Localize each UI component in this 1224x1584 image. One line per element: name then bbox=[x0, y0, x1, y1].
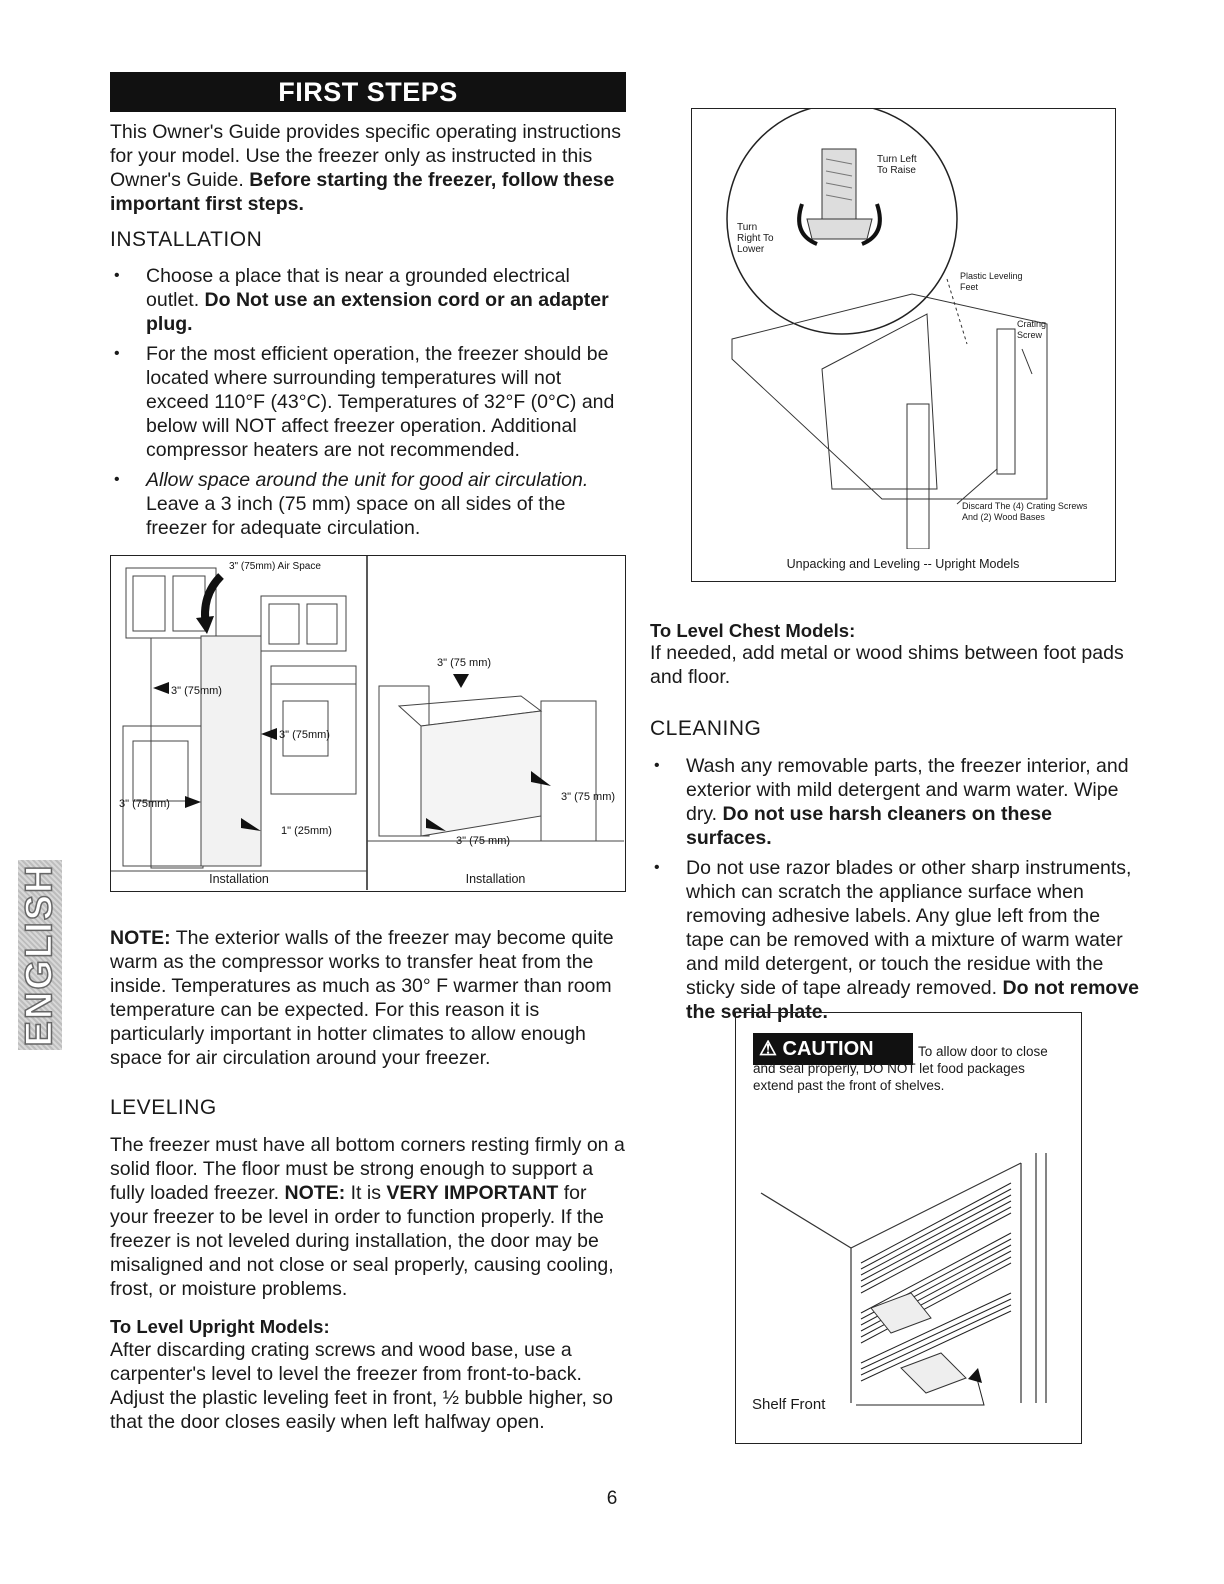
note-paragraph bbox=[110, 926, 626, 1070]
shelf-front-label: Shelf Front bbox=[752, 1396, 826, 1413]
label-side-left: 3" (75mm) bbox=[171, 685, 222, 697]
caution-box bbox=[735, 1012, 1082, 1444]
label-side-far-left: 3" (75mm) bbox=[119, 798, 170, 810]
list-item bbox=[110, 468, 626, 540]
list-item bbox=[110, 342, 626, 462]
warning-icon: ⚠ bbox=[759, 1038, 777, 1060]
list-item-text: For the most efficient operation, the freezer should be located where surrounding temperatures will not exceed 110°F (43°C). Temperatures of 32°F (0°C) and below will NOT affect freezer operation. Additional compressor heaters are not recommended. bbox=[146, 343, 615, 461]
list-item bbox=[110, 264, 626, 336]
upright-paragraph: After discarding crating screws and wood base, use a carpenter's level to level the freezer from front-to-back. Adjust the plastic leveling feet in front, ½ bubble higher, so that the door closes easily when left halfway open. bbox=[110, 1339, 613, 1433]
list-item bbox=[650, 856, 1140, 1024]
caution-text: To allow door to close and seal properly, DO NOT let food packages extend past the front of shelves. bbox=[753, 1044, 1048, 1093]
list-item-bold: Do not remove the serial plate. bbox=[686, 977, 1140, 1023]
intro-paragraph bbox=[110, 120, 626, 216]
label-air-space: 3" (75mm) Air Space bbox=[229, 561, 321, 572]
installation-list bbox=[110, 264, 626, 546]
cleaning-list bbox=[650, 754, 1140, 1030]
chest-paragraph: If needed, add metal or wood shims between foot pads and floor. bbox=[650, 642, 1124, 688]
very-important: VERY IMPORTANT bbox=[386, 1182, 559, 1204]
list-item-text: Leave a 3 inch (75 mm) space on all sides of the freezer for adequate circulation. bbox=[146, 493, 566, 539]
language-tab-label: ENGLISH bbox=[18, 863, 61, 1047]
upright-heading: To Level Upright Models: bbox=[110, 1316, 330, 1337]
installation-illustration bbox=[111, 556, 624, 890]
list-item-bold: Do not use harsh cleaners on these surfaces. bbox=[686, 803, 1052, 849]
leveling-text: for your freezer to be level in order to function properly. If the freezer is not leveled during installation, the door may be misaligned and not close or seal properly, causing cooling, frost, or moisture problems. bbox=[110, 1182, 614, 1300]
note-text: The exterior walls of the freezer may become quite warm as the compressor works to transfer heat from the inside. Temperatures as much as 30° F warmer than room temperature can be expected. For this reason it is particularly important in hotter climates to allow enough space for air circulation around your freezer. bbox=[110, 927, 614, 1069]
chest-heading: To Level Chest Models: bbox=[650, 620, 856, 641]
intro-bold: Before starting the freezer, follow these important first steps. bbox=[110, 169, 615, 215]
unpacking-caption: Unpacking and Leveling -- Upright Models bbox=[786, 557, 1020, 571]
label-chest-bottom: 3" (75 mm) bbox=[456, 835, 511, 847]
label-bottom: 1" (25mm) bbox=[281, 825, 332, 837]
right-caption: Installation bbox=[465, 872, 526, 886]
plastic-feet-label: Plastic Leveling Feet bbox=[960, 271, 1023, 292]
list-item-text: Choose a place that is near a grounded electrical outlet. bbox=[146, 265, 570, 311]
unpacking-figure bbox=[691, 108, 1116, 582]
label-chest-top: 3" (75 mm) bbox=[437, 657, 492, 669]
list-item-text: Do not use razor blades or other sharp instruments, which can scratch the appliance surface when removing adhesive labels. Any glue left from the tape can be removed with a mixture of warm water and mild detergent, or touch the residue with the sticky side of tape already removed. bbox=[686, 857, 1132, 999]
discard-label: Discard The (4) Crating Screws And (2) Wood Bases bbox=[962, 501, 1088, 522]
language-tab bbox=[18, 860, 62, 1050]
leveling-text: It is bbox=[345, 1182, 387, 1204]
leveling-note-label: NOTE: bbox=[284, 1182, 346, 1204]
crating-screw-label: Crating Screw bbox=[1017, 319, 1047, 340]
label-side-right: 3" (75mm) bbox=[279, 729, 330, 741]
note-label: NOTE: bbox=[110, 927, 171, 949]
intro-text: This Owner's Guide provides specific operating instructions for your model. Use the freezer only as instructed in this Owner's Guide. bbox=[110, 121, 621, 191]
cleaning-heading: CLEANING bbox=[650, 717, 762, 740]
shelf-illustration bbox=[736, 1143, 1080, 1423]
installation-heading: INSTALLATION bbox=[110, 228, 263, 251]
list-item bbox=[650, 754, 1140, 850]
turn-left-label: Turn Left To Raise bbox=[877, 154, 917, 176]
list-item-italic: Allow space around the unit for good air circulation. bbox=[146, 469, 589, 491]
leveling-heading: LEVELING bbox=[110, 1096, 217, 1119]
leveling-text: The freezer must have all bottom corners resting firmly on a solid floor. The floor must be strong enough to support a fully loaded freezer. bbox=[110, 1134, 625, 1204]
label-chest-right: 3" (75 mm) bbox=[561, 791, 616, 803]
caution-badge-label: CAUTION bbox=[782, 1038, 874, 1060]
leveling-paragraph bbox=[110, 1133, 626, 1301]
section-banner: FIRST STEPS bbox=[110, 72, 626, 112]
list-item-bold: Do Not use an extension cord or an adapter plug. bbox=[146, 289, 609, 335]
left-caption: Installation bbox=[209, 872, 269, 886]
page-number: 6 bbox=[606, 1488, 618, 1509]
list-item-text: Wash any removable parts, the freezer interior, and exterior with mild detergent and warm water. Wipe dry. bbox=[686, 755, 1129, 825]
turn-right-label: Turn Right To Lower bbox=[737, 222, 774, 255]
installation-figure bbox=[110, 555, 626, 892]
